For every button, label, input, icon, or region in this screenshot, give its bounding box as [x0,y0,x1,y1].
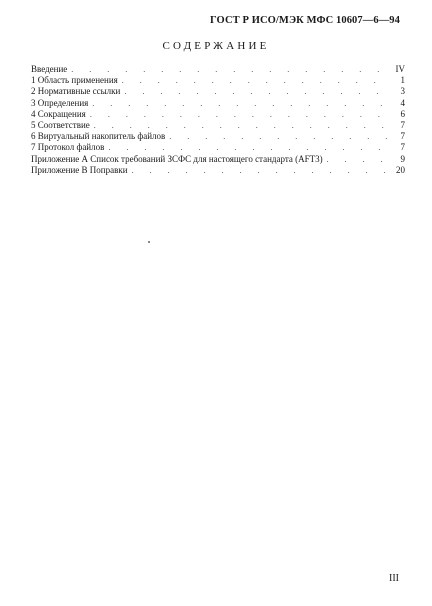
toc-entry-page: 3 [400,86,405,97]
toc-entry-label: 6 Виртуальный накопитель файлов [31,131,166,142]
toc-leader-dots [124,86,391,97]
scan-speck [148,241,150,243]
toc-entry[interactable] [31,120,405,131]
toc-entry-label: Введение [31,64,68,74]
toc-entry[interactable] [31,86,405,97]
toc-entry-page: 7 [400,131,405,142]
toc-entry-page: 6 [400,108,405,119]
toc-leader-dots [122,75,391,86]
toc-title: СОДЕРЖАНИЕ [162,40,270,52]
toc-entry[interactable] [31,109,405,120]
page-number: III [389,573,399,584]
toc-leader-dots [94,120,391,131]
toc-entry-label: 5 Соответствие [31,119,90,130]
toc-entry[interactable] [31,98,405,109]
toc-entry-label: 7 Протокол файлов [31,142,105,153]
toc-entry-label: 2 Нормативные ссылки [31,86,121,97]
toc-entry-label: 3 Определения [31,97,89,108]
toc-entry[interactable] [31,75,405,86]
toc-entry-label: 1 Область применения [31,75,118,86]
toc-entry[interactable] [31,142,405,153]
toc-leader-dots [90,109,391,120]
toc-entry-label: Приложение А Список требований ЗСФС для настоящего стандарта (AFT3) [31,153,323,164]
toc-entry-label: Приложение В Поправки [31,164,128,175]
toc-leader-dots [92,98,391,109]
toc-entry-page: 4 [400,97,405,108]
standard-designation: ГОСТ Р ИСО/МЭК МФС 10607—6—94 [210,15,400,26]
table-of-contents [31,64,405,176]
toc-entry-page: IV [395,64,405,74]
toc-entry[interactable] [31,131,405,142]
toc-entry-page: 7 [400,142,405,153]
toc-entry-label: 4 Сокращения [31,108,86,119]
toc-entry-page: 20 [396,164,405,175]
toc-entry-page: 7 [400,119,405,130]
toc-leader-dots [169,131,391,142]
toc-entry[interactable] [31,64,405,75]
toc-entry[interactable] [31,154,405,165]
toc-entry[interactable] [31,165,405,176]
toc-leader-dots [327,154,391,165]
toc-entry-page: 9 [400,153,405,164]
toc-leader-dots [108,142,391,153]
toc-leader-dots [132,165,391,176]
toc-leader-dots [71,64,391,75]
toc-entry-page: 1 [400,75,405,86]
